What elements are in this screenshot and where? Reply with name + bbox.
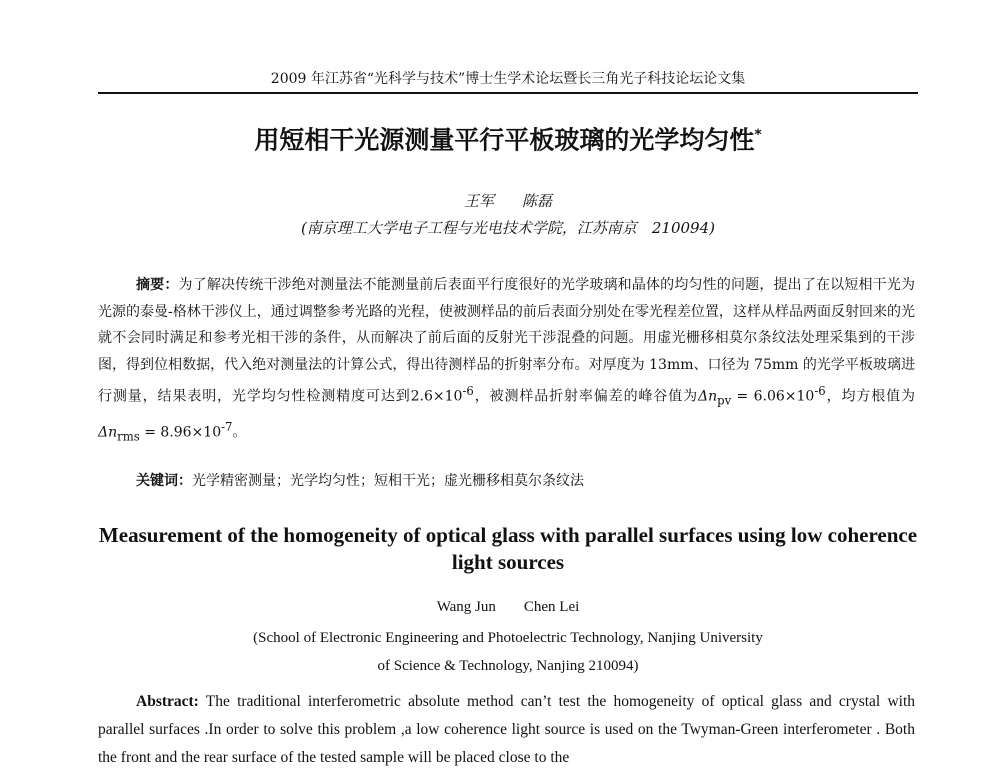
english-abstract (98, 688, 915, 772)
chinese-keywords (136, 470, 916, 492)
chinese-title (98, 118, 918, 157)
abstract-end: 。 (232, 424, 247, 441)
rms-symbol: Δn (98, 424, 118, 441)
rms-value: = 8.96×10 (139, 424, 222, 441)
chinese-title-text: 用短相干光源测量平行平板玻璃的光学均匀性 (254, 125, 755, 155)
english-abstract-label: Abstract: (136, 693, 199, 710)
pv-exponent: -6 (814, 384, 826, 398)
chinese-abstract-text: 为了解决传统干涉绝对测量法不能测量前后表面平行度很好的光学玻璃和晶体的均匀性的问题，提出了在以短相干光为光源的泰曼-格林干涉仪上，通过调整参考光路的光程，使被测样品的前后表面分别处在零光程差位置，这样从样品两面反射回来的光就不会同时满足和参考光相干涉的条件，从而解决了前后面的反射光干涉混叠的问题。用虚光栅移相莫尔条纹法处理采集到的干涉图，得到位相数据，代入绝对测量法的计算公式，得出待测样品的折射率分布。对厚度为 13mm、口径为 75mm 的光学平板玻璃进行测量，结果表明，光学均匀性检测精度可达到 (98, 277, 915, 405)
rms-text: ，均方根值为 (825, 388, 916, 405)
english-title: Measurement of the homogeneity of optical glass with parallel surfaces using low coherence light sources (98, 523, 918, 574)
pv-text: ，被测样品折射率偏差的峰谷值为 (473, 388, 699, 405)
pv-symbol: Δn (698, 388, 718, 405)
english-abstract-text: The traditional interferometric absolute method can’t test the homogeneity of optical glass and crystal with parallel surfaces .In order to solve this problem ,a low coherence light source is used on the Twyman-Green interferometer . Both the front and the rear surface of the tested sample will be placed close to the (98, 693, 915, 766)
keywords-text: 光学精密测量；光学均匀性；短相干光；虚光栅移相莫尔条纹法 (192, 473, 584, 489)
chinese-affiliation: (南京理工大学电子工程与光电技术学院，江苏南京 210094) (301, 219, 715, 237)
rms-exponent: -7 (221, 419, 233, 434)
keywords-label: 关键词： (136, 473, 192, 489)
pv-value: = 6.06×10 (731, 388, 815, 405)
chinese-abstract (98, 272, 915, 450)
chinese-abstract-label: 摘要： (136, 277, 179, 293)
precision-exponent: -6 (462, 384, 474, 398)
title-footnote-mark: * (754, 127, 762, 143)
english-author-1: Wang Jun (436, 599, 496, 615)
pv-subscript: pv (717, 393, 732, 408)
proceedings-header: 2009 年江苏省“光科学与技术”博士生学术论坛暨长三角光子科技论坛论文集 (270, 71, 746, 87)
header-rule (98, 92, 918, 94)
chinese-author-2: 陈磊 (522, 192, 553, 210)
english-authors (98, 597, 918, 617)
english-affiliation (98, 624, 918, 680)
rms-subscript: rms (117, 429, 140, 444)
chinese-author-1: 王军 (463, 192, 494, 210)
english-affiliation-line-1: (School of Electronic Engineering and Photoelectric Technology, Nanjing University (253, 630, 763, 646)
chinese-authors (98, 191, 918, 211)
english-author-2: Chen Lei (523, 599, 580, 615)
precision-value: 2.6×10 (410, 388, 463, 405)
english-affiliation-line-2: of Science & Technology, Nanjing 210094) (377, 658, 639, 674)
